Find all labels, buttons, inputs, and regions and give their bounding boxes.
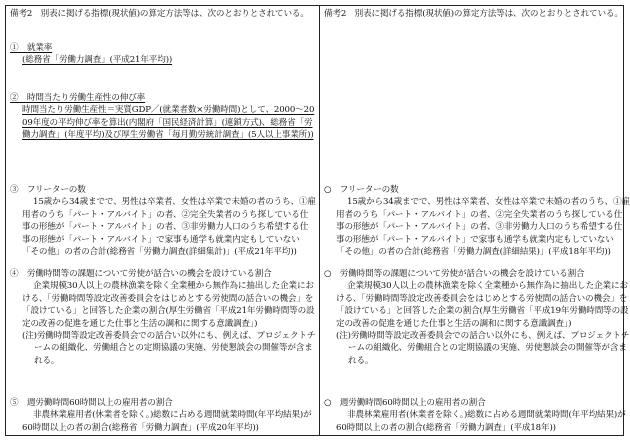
right-item5-title: ○ 週労働時間60時間以上の雇用者の割合 [324, 398, 486, 408]
right-item4-title: ○ 労働時間等の課題について労使が話合いの機会を設けている割合 [324, 269, 585, 279]
right-item5-body: 非農林業雇用者(休業者を除く。)総数に占める週間就業時間(年平均結果)が60時間以上の者の割合(総務省「労働力調査」(平成18年)) [336, 410, 626, 433]
left-note-block [10, 8, 316, 20]
left-item4-body: 企業規模30人以上の農林漁業を除く全業種から無作為に抽出した企業における、「労働時間等設定改善委員会をはじめとする労使間の話合いの機会」を「設けている」と回答した企業の割合(厚生労働省「平成21年労働時間等の設定の改善の促進を通じた仕事と生活の調和に関する意識調査」) [22, 281, 315, 329]
left-item2-body: 時間当たり労働生産性＝実質GDP／(就業者数×労働時間)として、2000〜2009年度の平均伸び率を算出(内閣府「国民経済計算」(連鎖方式)、総務省「労働力調査」(年度平均)及び厚生労働省「毎月勤労統計調査」(5人以上事業所)) [22, 105, 315, 141]
left-item2 [10, 92, 316, 142]
right-item3 [324, 184, 630, 258]
right-item4 [324, 268, 630, 367]
right-note: 備考2 別表に掲げる指標(現状値)の算定方法等は、次のとおりとされている。 [324, 9, 623, 19]
left-item3-title: ③ フリーターの数 [10, 185, 86, 195]
left-item1-title: ① 就業率 [10, 43, 53, 53]
right-item4-body: 企業規模30人以上の農林漁業を除く全業種から無作為に抽出した企業における、「労働時間等設定改善委員会をはじめとする労使間の話合いの機会」を「設けている」と回答した企業の割合(厚生労働省「平成19年労働時間等の設定の改善の促進を通じた仕事と生活の調和に関する意識調査」) [336, 281, 629, 329]
left-item2-title: ② 時間当たり労働生産性の伸び率 [10, 93, 146, 103]
left-item4 [10, 268, 316, 367]
right-item4-note: (注)労働時間等設定改善委員会での話合い以外にも、例えば、プロジェクトチームの組織化、労働組合との定期協議の実施、労使懇談会の開催等が含まれる。 [336, 331, 630, 366]
left-note: 備考2 別表に掲げる指標(現状値)の算定方法等は、次のとおりとされている。 [10, 9, 309, 19]
left-item1-source: (総務省「労働力調査」(平成21年平均)) [22, 55, 173, 66]
column-divider [319, 6, 320, 435]
right-item5 [324, 397, 630, 434]
left-item4-title: ④ 労働時間等の課題について労使が話合いの機会を設けている割合 [10, 269, 272, 279]
right-note-block [324, 8, 630, 20]
left-item3 [10, 184, 316, 258]
left-item3-body: 15歳から34歳までで、男性は卒業者、女性は卒業で未婚の者のうち、①雇用者のうち「パート・アルバイト」の者、②完全失業者のうち探している仕事の形態が「パート・アルバイト」の者、③非労働力人口のうち希望する仕事の形態が「パート・アルバイト」で家事も通学も就業内定もしていない「その他」の者の合計(総務省「労働力調査(詳細集計)」(平成21年平均)) [22, 197, 316, 258]
left-item4-note: (注)労働時間等設定改善委員会での話合い以外にも、例えば、プロジェクトチームの組織化、労働組合との定期協議の実施、労使懇談会の開催等が含まれる。 [22, 331, 316, 366]
left-item5-body: 非農林業雇用者(休業者を除く。)総数に占める週間就業時間(年平均結果)が60時間以上の者の割合(総務省「労働力調査」(平成20年平均)) [22, 410, 312, 433]
left-item5-title: ⑤ 週労働時間60時間以上の雇用者の割合 [10, 398, 173, 408]
comparison-table [5, 5, 630, 436]
left-item1 [10, 42, 316, 67]
right-item3-body: 15歳から34歳までで、男性は卒業者、女性は卒業で未婚の者のうち、①雇用者のうち「パート・アルバイト」の者、②完全失業者のうち探している仕事の形態が「パート・アルバイト」の者、③非労働力人口のうち希望する仕事の形態が「パート・アルバイト」で家事も通学も就業内定もしていない「その他」の者の合計(総務省「労働力調査(詳細結果)」(平成18年平均)) [336, 197, 630, 258]
right-item3-title: ○ フリーターの数 [324, 185, 399, 195]
left-item5 [10, 397, 316, 434]
